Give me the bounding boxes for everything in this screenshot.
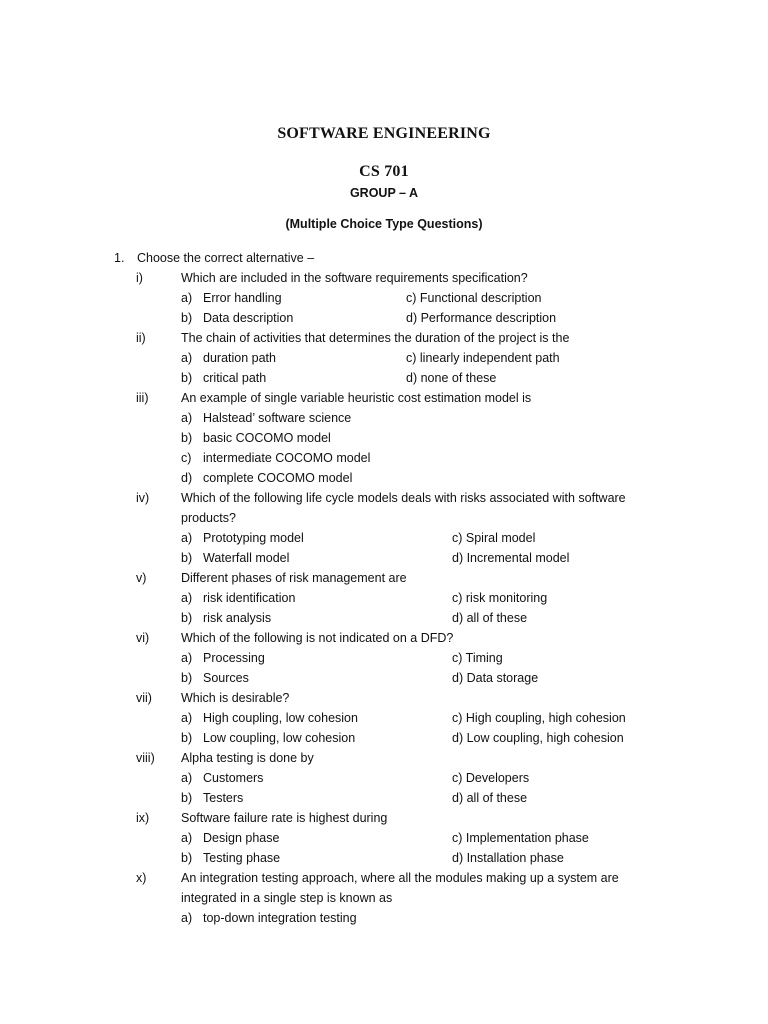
question-instruction: Choose the correct alternative – bbox=[137, 251, 315, 265]
option-letter: a) bbox=[181, 911, 193, 925]
option-letter: a) bbox=[181, 351, 193, 365]
option-row bbox=[0, 590, 768, 606]
option-text-right: d) Incremental model bbox=[452, 551, 570, 565]
option-text-right: d) all of these bbox=[452, 611, 528, 625]
option-letter: c) bbox=[181, 451, 192, 465]
item-stem-line bbox=[0, 270, 768, 286]
option-letter: a) bbox=[181, 531, 193, 545]
item-stem-line bbox=[0, 810, 768, 826]
item-stem-line bbox=[0, 330, 768, 346]
item-number: viii) bbox=[136, 751, 155, 765]
option-letter: b) bbox=[181, 851, 193, 865]
option-row bbox=[0, 730, 768, 746]
document-title: SOFTWARE ENGINEERING bbox=[277, 125, 491, 142]
item-stem: Software failure rate is highest during bbox=[181, 811, 388, 825]
option-letter: a) bbox=[181, 651, 193, 665]
option-text-right: c) Implementation phase bbox=[452, 831, 589, 845]
option-row bbox=[0, 550, 768, 566]
item-number: v) bbox=[136, 571, 147, 585]
option-letter: a) bbox=[181, 711, 193, 725]
item-number: vi) bbox=[136, 631, 150, 645]
option-text: Data description bbox=[203, 311, 294, 325]
item-stem-line bbox=[0, 870, 768, 886]
item-stem-line bbox=[0, 510, 768, 526]
option-text: Waterfall model bbox=[203, 551, 290, 565]
option-text-right: d) Installation phase bbox=[452, 851, 564, 865]
option-row bbox=[0, 290, 768, 306]
item-number: iv) bbox=[136, 491, 150, 505]
option-letter: a) bbox=[181, 591, 193, 605]
option-letter: d) bbox=[181, 471, 193, 485]
question-header bbox=[0, 250, 768, 266]
item-stem: An example of single variable heuristic cost estimation model is bbox=[181, 391, 532, 405]
option-text: Customers bbox=[203, 771, 264, 785]
option-letter: a) bbox=[181, 411, 193, 425]
item-stem-line bbox=[0, 630, 768, 646]
option-letter: b) bbox=[181, 551, 193, 565]
option-text-right: c) Spiral model bbox=[452, 531, 536, 545]
option-letter: b) bbox=[181, 431, 193, 445]
option-row bbox=[0, 310, 768, 326]
option-letter: b) bbox=[181, 731, 193, 745]
section-heading: (Multiple Choice Type Questions) bbox=[285, 217, 483, 231]
group-heading: GROUP – A bbox=[349, 186, 419, 200]
option-text-right: d) Performance description bbox=[406, 311, 557, 325]
item-stem-line bbox=[0, 570, 768, 586]
option-text-right: c) linearly independent path bbox=[406, 351, 560, 365]
item-stem: integrated in a single step is known as bbox=[181, 891, 393, 905]
option-row bbox=[0, 850, 768, 866]
option-row bbox=[0, 670, 768, 686]
course-code: CS 701 bbox=[359, 163, 409, 180]
option-text: Halstead’ software science bbox=[203, 411, 352, 425]
option-letter: a) bbox=[181, 831, 193, 845]
option-row bbox=[0, 910, 768, 926]
option-row bbox=[0, 450, 768, 466]
option-text: critical path bbox=[203, 371, 267, 385]
option-text: top-down integration testing bbox=[203, 911, 357, 925]
item-stem: Alpha testing is done by bbox=[181, 751, 314, 765]
question-number: 1. bbox=[114, 251, 125, 265]
option-row bbox=[0, 790, 768, 806]
option-text-right: c) Timing bbox=[452, 651, 503, 665]
option-text: Prototyping model bbox=[203, 531, 304, 545]
item-stem-line bbox=[0, 690, 768, 706]
item-stem: Different phases of risk management are bbox=[181, 571, 407, 585]
option-text: complete COCOMO model bbox=[203, 471, 353, 485]
item-number: ii) bbox=[136, 331, 146, 345]
item-stem-line bbox=[0, 490, 768, 506]
option-row bbox=[0, 650, 768, 666]
option-letter: a) bbox=[181, 771, 193, 785]
item-stem: Which of the following is not indicated on a DFD? bbox=[181, 631, 454, 645]
item-stem: An integration testing approach, where all the modules making up a system are bbox=[181, 871, 619, 885]
option-text-right: c) Functional description bbox=[406, 291, 542, 305]
item-stem: products? bbox=[181, 511, 236, 525]
option-text: risk identification bbox=[203, 591, 296, 605]
item-stem: Which is desirable? bbox=[181, 691, 290, 705]
item-stem-line bbox=[0, 750, 768, 766]
option-text-right: d) none of these bbox=[406, 371, 497, 385]
option-letter: a) bbox=[181, 291, 193, 305]
option-letter: b) bbox=[181, 671, 193, 685]
item-stem: Which of the following life cycle models deals with risks associated with software bbox=[181, 491, 626, 505]
option-text: Processing bbox=[203, 651, 265, 665]
option-row bbox=[0, 530, 768, 546]
option-row bbox=[0, 410, 768, 426]
item-stem: The chain of activities that determines the duration of the project is the bbox=[181, 331, 570, 345]
option-letter: b) bbox=[181, 611, 193, 625]
item-stem-line bbox=[0, 390, 768, 406]
option-letter: b) bbox=[181, 371, 193, 385]
option-text: Testing phase bbox=[203, 851, 281, 865]
option-text-right: d) Data storage bbox=[452, 671, 539, 685]
item-number: x) bbox=[136, 871, 147, 885]
option-row bbox=[0, 470, 768, 486]
option-row bbox=[0, 430, 768, 446]
option-text: High coupling, low cohesion bbox=[203, 711, 358, 725]
option-text: Error handling bbox=[203, 291, 282, 305]
item-number: vii) bbox=[136, 691, 152, 705]
option-text-right: c) risk monitoring bbox=[452, 591, 548, 605]
item-stem: Which are included in the software requirements specification? bbox=[181, 271, 528, 285]
option-row bbox=[0, 370, 768, 386]
item-stem-line bbox=[0, 890, 768, 906]
item-number: iii) bbox=[136, 391, 149, 405]
option-row bbox=[0, 350, 768, 366]
option-text-right: d) all of these bbox=[452, 791, 528, 805]
option-row bbox=[0, 710, 768, 726]
option-text-right: c) Developers bbox=[452, 771, 530, 785]
option-text-right: d) Low coupling, high cohesion bbox=[452, 731, 624, 745]
option-row bbox=[0, 770, 768, 786]
option-row bbox=[0, 830, 768, 846]
option-letter: b) bbox=[181, 791, 193, 805]
option-row bbox=[0, 610, 768, 626]
option-text: Design phase bbox=[203, 831, 280, 845]
option-text: duration path bbox=[203, 351, 276, 365]
item-number: i) bbox=[136, 271, 143, 285]
option-text: basic COCOMO model bbox=[203, 431, 331, 445]
option-text: Testers bbox=[203, 791, 244, 805]
option-text: Sources bbox=[203, 671, 249, 685]
option-text-right: c) High coupling, high cohesion bbox=[452, 711, 626, 725]
option-text: Low coupling, low cohesion bbox=[203, 731, 356, 745]
option-letter: b) bbox=[181, 311, 193, 325]
option-text: risk analysis bbox=[203, 611, 272, 625]
option-text: intermediate COCOMO model bbox=[203, 451, 371, 465]
item-number: ix) bbox=[136, 811, 150, 825]
